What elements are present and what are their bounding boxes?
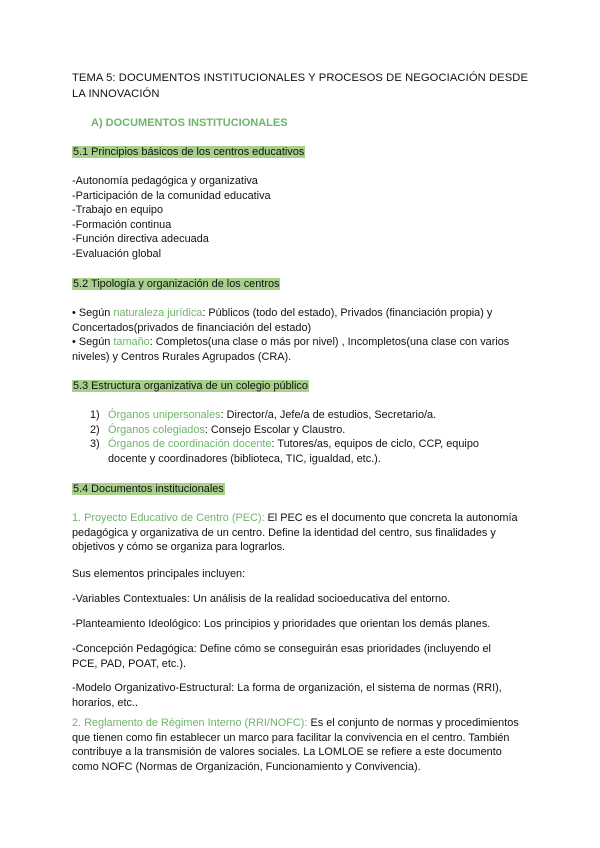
bullet-line bbox=[72, 335, 542, 350]
list-number: 1) bbox=[90, 409, 100, 421]
bullet-continuation: niveles) y Centros Rurales Agrupados (CRA). bbox=[72, 350, 292, 363]
list-item: -Evaluación global bbox=[72, 247, 161, 260]
rri-line-2: que tienen como fin establecer un marco para facilitar la convivencia en el centro. También bbox=[72, 731, 510, 744]
list-item bbox=[72, 437, 542, 466]
pec-line-2: pedagógica y organizativa de un centro. Define la identidad del centro, sus finalidades y bbox=[72, 526, 496, 539]
bullet-prefix: • Según bbox=[72, 307, 114, 319]
elements-intro: Sus elementos principales incluyen: bbox=[72, 568, 246, 580]
highlighted-heading: 5.3 Estructura organizativa de un colegio público bbox=[73, 380, 308, 392]
list-item: -Trabajo en equipo bbox=[72, 204, 164, 216]
term-tamano: tamaño bbox=[113, 336, 150, 348]
element-line: PCE, PAD, POAT, etc.). bbox=[72, 657, 186, 670]
item-text: : Consejo Escolar y Claustro. bbox=[204, 423, 346, 436]
section-a-heading: A) DOCUMENTOS INSTITUCIONALES bbox=[91, 117, 288, 129]
item-text: : Director/a, Jefe/a de estudios, Secretario/a. bbox=[220, 409, 437, 421]
pec-line-3: objetivos y cómo se organiza para lograrlos. bbox=[72, 541, 286, 553]
title-line-2: LA INNOVACIÓN bbox=[72, 88, 160, 100]
section-5-2-heading bbox=[72, 277, 542, 292]
pec-line-1 bbox=[72, 511, 542, 526]
bullet-text: : Públicos (todo del estado), Privados (financiación propia) y bbox=[202, 307, 493, 319]
item-text: : Tutores/as, equipos de ciclo, CCP, equipo bbox=[271, 438, 479, 450]
highlighted-heading: 5.4 Documentos institucionales bbox=[73, 483, 224, 495]
term-organos-unipersonales: Órganos unipersonales bbox=[108, 409, 221, 421]
pec-paragraph bbox=[72, 511, 542, 555]
element-line: -Concepción Pedagógica: Define cómo se conseguirán esas prioridades (incluyendo el bbox=[72, 643, 491, 655]
list-item: -Formación continua bbox=[72, 218, 172, 231]
term-pec: 1. Proyecto Educativo de Centro (PEC): bbox=[72, 512, 265, 524]
highlighted-heading: 5.1 Principios básicos de los centros educativos bbox=[73, 146, 305, 158]
bullet-line bbox=[72, 306, 542, 321]
list-item bbox=[72, 423, 542, 438]
list-item: -Autonomía pedagógica y organizativa bbox=[72, 175, 258, 187]
bullet-text: : Completos(una clase o más por nivel) , Incompletos(una clase con varios bbox=[149, 336, 510, 348]
section-5-4-heading bbox=[72, 482, 542, 497]
rri-line-1 bbox=[72, 716, 542, 731]
section-5-3-heading bbox=[72, 379, 542, 394]
highlighted-heading: 5.2 Tipología y organización de los centros bbox=[73, 278, 280, 290]
term-organos-coordinacion: Órganos de coordinación docente bbox=[108, 438, 272, 450]
item-continuation: docente y coordinadores (biblioteca, TIC, igualdad, etc.). bbox=[108, 452, 381, 465]
bullet-continuation: Concertados(privados de financiación del estado) bbox=[72, 321, 312, 334]
organs-list bbox=[72, 408, 542, 466]
section-5-1-heading bbox=[72, 145, 542, 160]
pec-text: El PEC es el documento que concreta la autonomía bbox=[264, 512, 518, 524]
term-rri: 2. Reglamento de Régimen Interno (RRI/NOFC): bbox=[72, 717, 308, 729]
list-item: -Participación de la comunidad educativa bbox=[72, 189, 271, 202]
element-planteamiento-ideologico: -Planteamiento Ideológico: Los principios y prioridades que orientan los demás planes. bbox=[72, 618, 491, 630]
term-organos-colegiados: Órganos colegiados bbox=[108, 423, 205, 436]
list-number: 3) bbox=[90, 438, 100, 450]
list-item bbox=[72, 408, 542, 423]
rri-paragraph bbox=[72, 716, 542, 774]
list-number: 2) bbox=[90, 423, 100, 436]
element-line: horarios, etc.. bbox=[72, 696, 138, 709]
typology-bullets bbox=[72, 306, 542, 364]
element-line: -Modelo Organizativo-Estructural: La forma de organización, el sistema de normas (RRI), bbox=[72, 682, 502, 694]
element-variables-contextuales: -Variables Contextuales: Un análisis de la realidad socioeducativa del entorno. bbox=[72, 593, 451, 605]
list-item: -Función directiva adecuada bbox=[72, 233, 209, 245]
element-modelo-organizativo bbox=[72, 681, 542, 710]
document-title bbox=[72, 70, 542, 102]
element-concepcion-pedagogica bbox=[72, 642, 542, 671]
principles-list bbox=[72, 174, 542, 261]
term-naturaleza-juridica: naturaleza jurídica bbox=[113, 307, 203, 319]
bullet-prefix: • Según bbox=[72, 336, 114, 348]
title-line-1: TEMA 5: DOCUMENTOS INSTITUCIONALES Y PROCESOS DE NEGOCIACIÓN DESDE bbox=[72, 72, 529, 84]
rri-line-3: contribuye a la transmisión de valores sociales. La LOMLOE se refiere a este documento bbox=[72, 746, 502, 758]
rri-line-4: como NOFC (Normas de Organización, Funcionamiento y Convivencia). bbox=[72, 760, 421, 773]
rri-text: Es el conjunto de normas y procedimientos bbox=[307, 717, 519, 729]
